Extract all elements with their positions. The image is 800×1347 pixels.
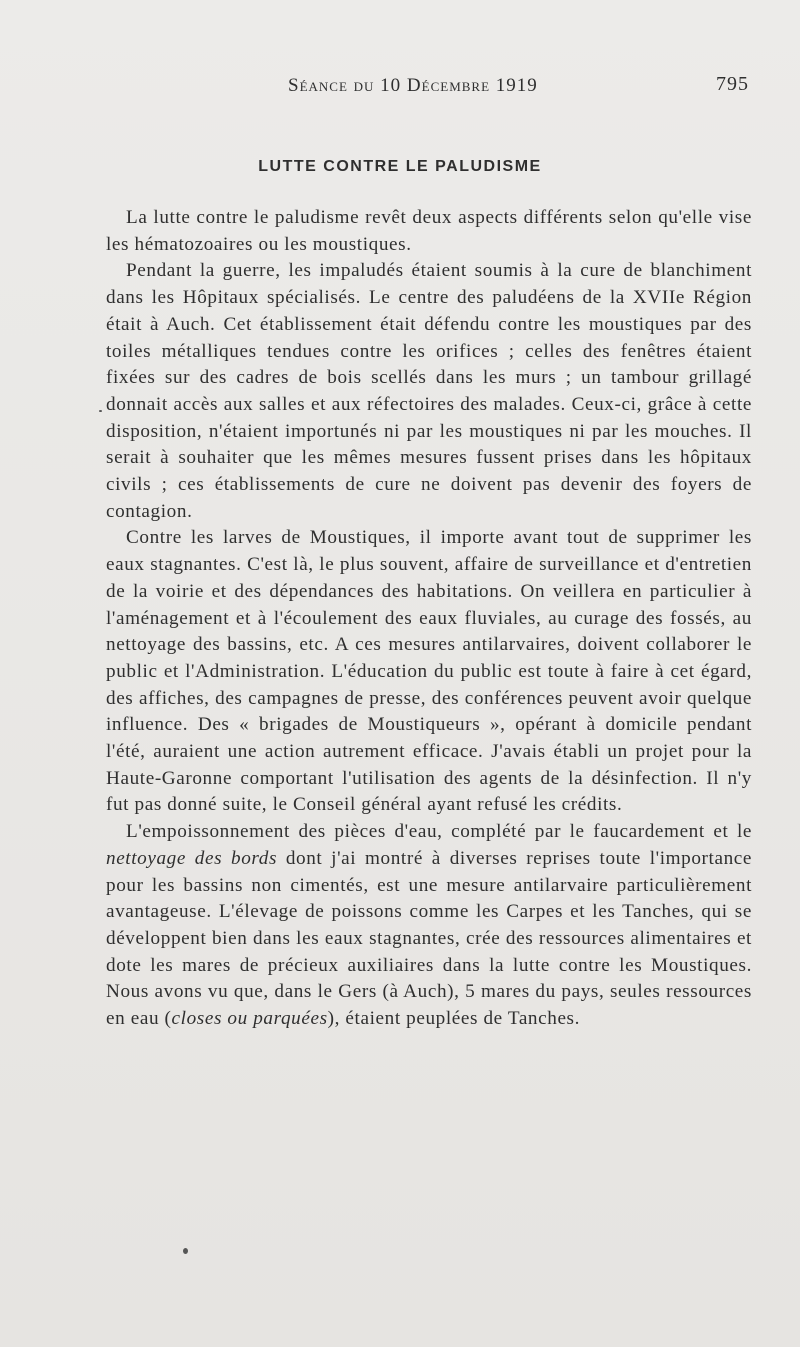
paragraph-3: Contre les larves de Moustiques, il importe avant tout de supprimer les eaux stagnantes. C'est là, le plus souvent, affaire de surveillance et d'entretien de la voirie et des dépendances des habitations. On veillera en particulier à l'aménagement et à l'écoulement des eaux fluviales, au curage des fossés, au nettoyage des bassins, etc. A ces mesures antilarvaires, doivent collaborer le public et l'Administration. L'éducation du public est toute à faire à cet égard, des affiches, des campagnes de presse, des conférences peuvent avoir quelque influence. Des « brigades de Moustiqueurs », opérant à domicile pendant l'été, auraient une action autrement efficace. J'avais établi un projet pour la Haute-Garonne comportant l'utilisation des agents de la désinfection. Il n'y fut pas donné suite, le Conseil général ayant refusé les crédits. (106, 527, 752, 816)
paragraph-2: Pendant la guerre, les impaludés étaient soumis à la cure de blanchiment dans les Hôpitaux spécialisés. Le centre des paludéens de la XVIIe Région était à Auch. Cet établissement était défendu contre les moustiques par des toiles métalliques tendues contre les orifices ; celles des fenêtres étaient fixées sur des cadres de bois scellés dans les murs ; un tambour grillagé donnait accès aux salles et aux réfectoires des malades. Ceux-ci, grâce à cette disposition, n'étaient importunés ni par les moustiques ni par les mouches. Il serait à souhaiter que les mêmes mesures fussent prises dans les hôpitaux civils ; ces établissements de cure ne doivent pas devenir des foyers de contagion. (106, 260, 752, 522)
paragraph-4-text-after: ), étaient peuplées de Tanches. (327, 1008, 581, 1030)
running-title: Séance du 10 Décembre 1919 (288, 75, 538, 96)
body-text (106, 205, 752, 1033)
italic-phrase-nettoyage: nettoyage des bords (106, 847, 278, 869)
ink-speck (183, 1248, 188, 1254)
paragraph-4 (106, 819, 752, 1033)
paragraph-4-text-middle: dont j'ai montré à diverses reprises toute l'importance pour les bassins non cimentés, est une mesure antilarvaire particulièrement avantageuse. L'élevage de poissons comme les Carpes et les Tanches, qui se développent bien dans les eaux stagnantes, crée des ressources alimentaires et dote les mares de précieux auxiliaires dans la lutte contre les Moustiques. Nous avons vu que, dans le Gers (à Auch), 5 mares du pays, seules ressources en eau ( (106, 847, 752, 1030)
page-number: 795 (716, 73, 749, 95)
italic-phrase-closes: closes ou parquées (171, 1008, 328, 1030)
ink-speck (99, 410, 102, 412)
paragraph-1: La lutte contre le paludisme revêt deux aspects différents selon qu'elle vise les hématozoaires ou les moustiques. (106, 207, 752, 255)
section-title: LUTTE CONTRE LE PALUDISME (258, 158, 542, 175)
running-header (0, 73, 800, 103)
paragraph-4-text-before: L'empoissonnement des pièces d'eau, complété par le faucardement et le (126, 821, 752, 843)
